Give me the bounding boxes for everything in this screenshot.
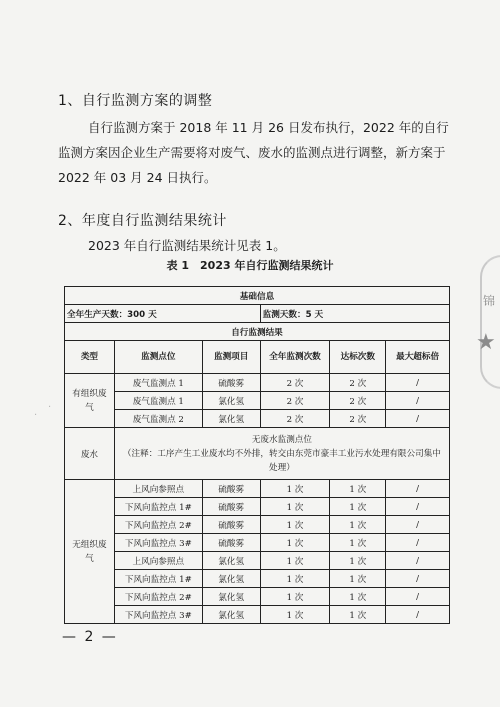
table-cell: 1 次 <box>260 570 330 588</box>
table-cell: 硫酸雾 <box>202 498 260 516</box>
header-annual-count: 全年监测次数 <box>260 341 330 374</box>
table-row <box>65 428 450 480</box>
table-cell: 1 次 <box>260 606 330 624</box>
table-cell: 上风向参照点 <box>114 480 202 498</box>
results-title: 自行监测结果 <box>65 323 450 341</box>
table-cell: 2 次 <box>330 410 386 428</box>
table-cell: 废气监测点 2 <box>114 410 202 428</box>
page-number: — 2 — <box>62 629 118 645</box>
table-cell: 1 次 <box>330 606 386 624</box>
table-cell: 氯化氢 <box>202 606 260 624</box>
seal-stamp-edge <box>480 255 500 389</box>
table-cell: 下风向监控点 3# <box>114 534 202 552</box>
table-cell: 下风向监控点 3# <box>114 606 202 624</box>
table-cell: 下风向监控点 2# <box>114 588 202 606</box>
table-cell: 氯化氢 <box>202 410 260 428</box>
header-type: 类型 <box>65 341 115 374</box>
table-cell: 2 次 <box>260 374 330 392</box>
section-paragraph-1: 自行监测方案于 2018 年 11 月 26 日发布执行，2022 年的自行监测方案因企业生产需要将对废气、废水的监测点进行调整，新方案于 2022 年 03 月 24 日执行。 <box>58 120 449 185</box>
table-cell: 氯化氢 <box>202 570 260 588</box>
monitoring-days: 监测天数：5 天 <box>260 305 449 323</box>
table-cell: 1 次 <box>330 498 386 516</box>
header-point: 监测点位 <box>114 341 202 374</box>
table-row <box>65 588 450 606</box>
table-cell: 1 次 <box>330 480 386 498</box>
table-row <box>65 498 450 516</box>
table-cell: 1 次 <box>330 516 386 534</box>
wastewater-note <box>114 428 449 480</box>
table-cell: 1 次 <box>260 588 330 606</box>
table-cell: / <box>386 410 450 428</box>
table-cell: 硫酸雾 <box>202 374 260 392</box>
seal-star-icon: ★ <box>476 330 496 355</box>
table-row <box>65 480 450 498</box>
header-compliant-count: 达标次数 <box>330 341 386 374</box>
table-cell: 1 次 <box>260 480 330 498</box>
table-row <box>65 410 450 428</box>
table-cell: 1 次 <box>330 570 386 588</box>
table-row <box>65 570 450 588</box>
table-cell: / <box>386 588 450 606</box>
header-item: 监测项目 <box>202 341 260 374</box>
table-cell: 下风向监控点 1# <box>114 570 202 588</box>
monitoring-results-table <box>64 286 450 624</box>
table-cell: / <box>386 570 450 588</box>
scan-speck: · <box>34 410 38 421</box>
type-wastewater: 废水 <box>65 428 115 480</box>
table-cell: 1 次 <box>260 552 330 570</box>
table-row <box>65 516 450 534</box>
table-cell: 废气监测点 1 <box>114 374 202 392</box>
table-cell: 废气监测点 1 <box>114 392 202 410</box>
seal-stamp-text: 锦 <box>483 294 494 308</box>
table-cell: 1 次 <box>260 498 330 516</box>
table-cell: / <box>386 498 450 516</box>
table-cell: / <box>386 392 450 410</box>
section-paragraph-2: 2023 年自行监测结果统计见表 1。 <box>88 238 286 253</box>
table-cell: 氯化氢 <box>202 588 260 606</box>
table-cell: 1 次 <box>260 516 330 534</box>
table-cell: 硫酸雾 <box>202 516 260 534</box>
table-cell: 2 次 <box>260 410 330 428</box>
table-row <box>65 606 450 624</box>
table-cell: 硫酸雾 <box>202 480 260 498</box>
table-cell: / <box>386 552 450 570</box>
table-row <box>65 534 450 552</box>
table-row <box>65 392 450 410</box>
table-cell: 2 次 <box>330 392 386 410</box>
table-row <box>65 374 450 392</box>
table-cell: / <box>386 534 450 552</box>
table-cell: / <box>386 374 450 392</box>
wastewater-no-point: 无废水监测点位 <box>251 434 312 445</box>
section-heading-2: 2、年度自行监测结果统计 <box>58 213 227 229</box>
table-cell: / <box>386 606 450 624</box>
table-cell: 2 次 <box>260 392 330 410</box>
table-cell: 2 次 <box>330 374 386 392</box>
table-cell: 氯化氢 <box>202 392 260 410</box>
table-cell: 硫酸雾 <box>202 534 260 552</box>
section-heading-1: 1、自行监测方案的调整 <box>58 93 213 109</box>
basic-info-title: 基础信息 <box>65 287 450 305</box>
wastewater-annotation: （注释：工序产生工业废水均不外排，转交由东莞市豪丰工业污水处理有限公司集中处理） <box>122 448 441 473</box>
table-cell: 1 次 <box>330 534 386 552</box>
table-cell: 下风向监控点 1# <box>114 498 202 516</box>
table-cell: 上风向参照点 <box>114 552 202 570</box>
header-max-exceed: 最大超标倍 <box>386 341 450 374</box>
type-unorganized-gas: 无组织废气 <box>65 480 115 624</box>
table-cell: / <box>386 516 450 534</box>
table-cell: 1 次 <box>330 552 386 570</box>
table-row <box>65 552 450 570</box>
type-organized-gas: 有组织废气 <box>65 374 115 428</box>
table-cell: / <box>386 480 450 498</box>
table-cell: 下风向监控点 2# <box>114 516 202 534</box>
table-cell: 1 次 <box>330 588 386 606</box>
production-days: 全年生产天数：300 天 <box>65 305 261 323</box>
table-cell: 1 次 <box>260 534 330 552</box>
scan-speck: · <box>48 402 52 413</box>
table-caption: 表 1 2023 年自行监测结果统计 <box>166 259 334 272</box>
table-cell: 氯化氢 <box>202 552 260 570</box>
